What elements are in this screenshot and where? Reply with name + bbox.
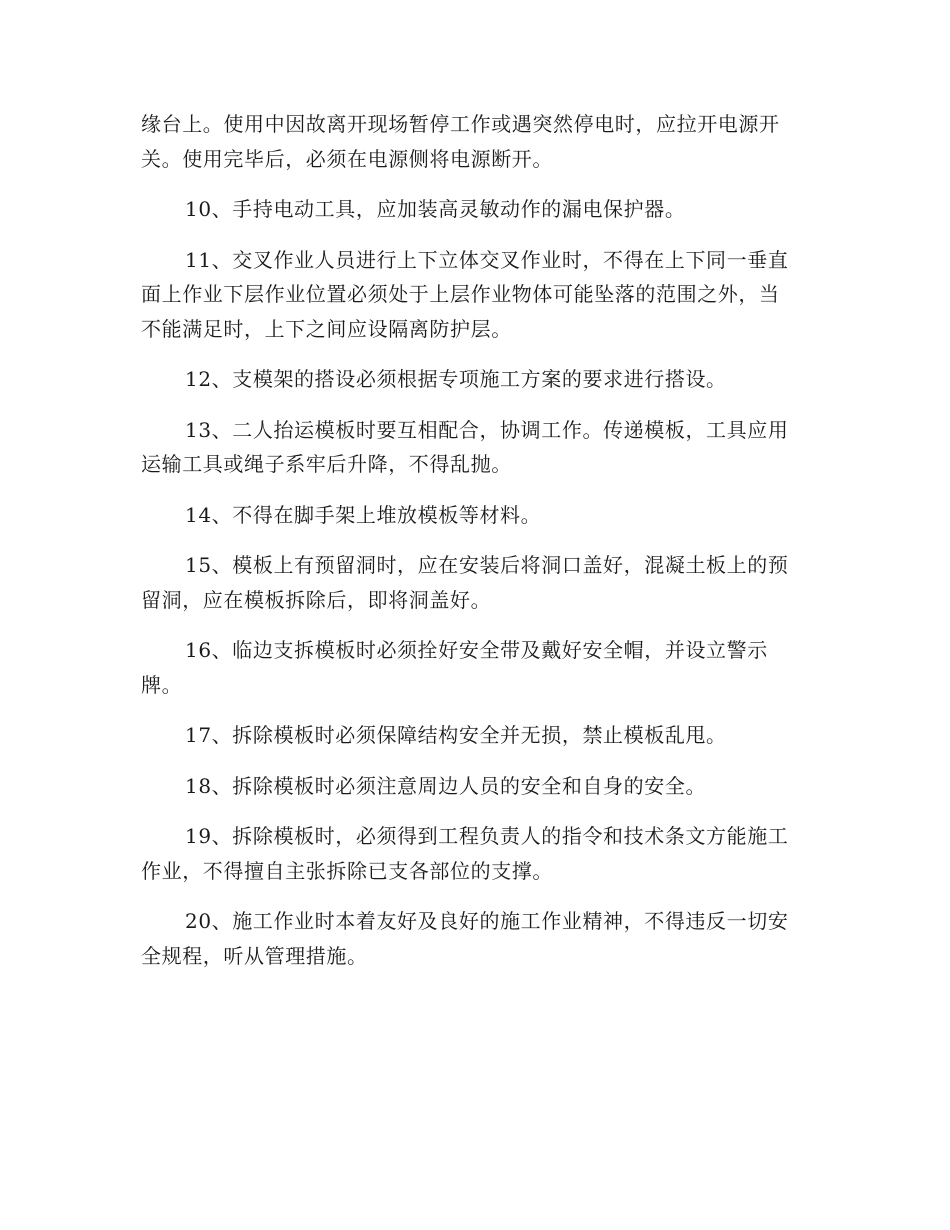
- paragraph-item-16: 16、临边支拆模板时必须拴好安全带及戴好安全帽，并设立警示牌。: [141, 638, 768, 697]
- paragraph-item-12: 12、支模架的搭设必须根据专项施工方案的要求进行搭设。: [185, 367, 727, 391]
- paragraph-item-11: 11、交叉作业人员进行上下立体交叉作业时，不得在上下同一垂直面上作业下层作业位置必须处于上层作业物体可能坠落的范围之外，当不能满足时，上下之间应设隔离防护层。: [141, 247, 789, 341]
- paragraph-continuation: 缘台上。使用中因故离开现场暂停工作或遇突然停电时，应拉开电源开关。使用完毕后，必须在电源侧将电源断开。: [141, 112, 780, 171]
- paragraph-item-13: 13、二人抬运模板时要互相配合，协调工作。传递模板，工具应用运输工具或绳子系牢后升降，不得乱抛。: [141, 417, 789, 476]
- paragraph-item-20: 20、施工作业时本着友好及良好的施工作业精神，不得违反一切安全规程，听从管理措施。: [141, 909, 789, 968]
- paragraph-item-19: 19、拆除模板时，必须得到工程负责人的指令和技术条文方能施工作业，不得擅自主张拆除已支各部位的支撑。: [141, 824, 789, 883]
- paragraph-item-17: 17、拆除模板时必须保障结构安全并无损，禁止模板乱甩。: [185, 723, 727, 747]
- paragraph-item-14: 14、不得在脚手架上堆放模板等材料。: [185, 502, 542, 527]
- paragraph-item-18: 18、拆除模板时必须注意周边人员的安全和自身的安全。: [185, 773, 707, 798]
- document-body: [141, 107, 795, 989]
- paragraph-item-10: 10、手持电动工具，应加装高灵敏动作的漏电保护器。: [185, 197, 686, 221]
- paragraph-item-15: 15、模板上有预留洞时，应在安装后将洞口盖好，混凝土板上的预留洞，应在模板拆除后，即将洞盖好。: [141, 553, 789, 612]
